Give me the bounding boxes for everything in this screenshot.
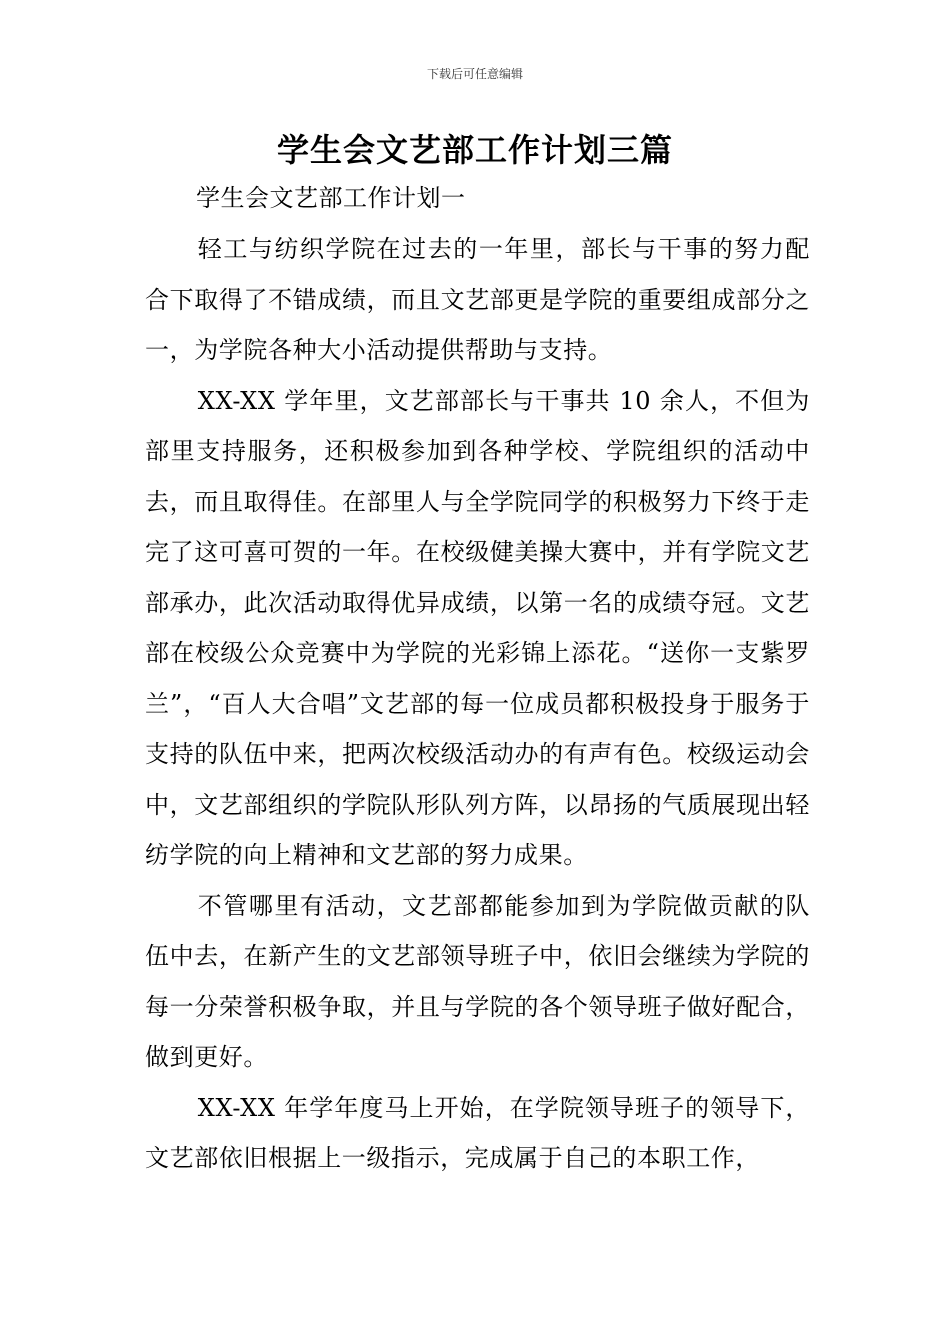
- paragraph: 不管哪里有活动，文艺部都能参加到为学院做贡献的队伍中去，在新产生的文艺部领导班子中，依旧会继续为学院的每一分荣誉积极争取，并且与学院的各个领导班子做好配合，做到更好。: [145, 891, 810, 1071]
- document-title: 学生会文艺部工作计划三篇: [276, 131, 673, 169]
- header-note: 下载后可任意编辑: [426, 67, 523, 81]
- paragraph: XX-XX 学年里，文艺部部长与干事共 10 余人，不但为部里支持服务，还积极参加到各种学校、学院组织的活动中去，而且取得佳。在部里人与全学院同学的积极努力下终于走完了这可喜可贺的一年。在校级健美操大赛中，并有学院文艺部承办，此次活动取得优异成绩，以第一名的成绩夺冠。文艺部在校级公众竞赛中为学院的光彩锦上添花。“送你一支紫罗兰”，“百人大合唱”文艺部的每一位成员都积极投身于服务于支持的队伍中来，把两次校级活动办的有声有色。校级运动会中，文艺部组织的学院队形队列方阵，以昂扬的气质展现出轻纺学院的向上精神和文艺部的努力成果。: [145, 386, 810, 869]
- paragraph: 轻工与纺织学院在过去的一年里，部长与干事的努力配合下取得了不错成绩，而且文艺部更是学院的重要组成部分之一，为学院各种大小活动提供帮助与支持。: [145, 235, 810, 364]
- section-subtitle: 学生会文艺部工作计划一: [196, 184, 466, 212]
- document-body: [145, 224, 810, 1224]
- paragraph: XX-XX 年学年度马上开始，在学院领导班子的领导下，文艺部依旧根据上一级指示，完成属于自己的本职工作，: [145, 1093, 810, 1172]
